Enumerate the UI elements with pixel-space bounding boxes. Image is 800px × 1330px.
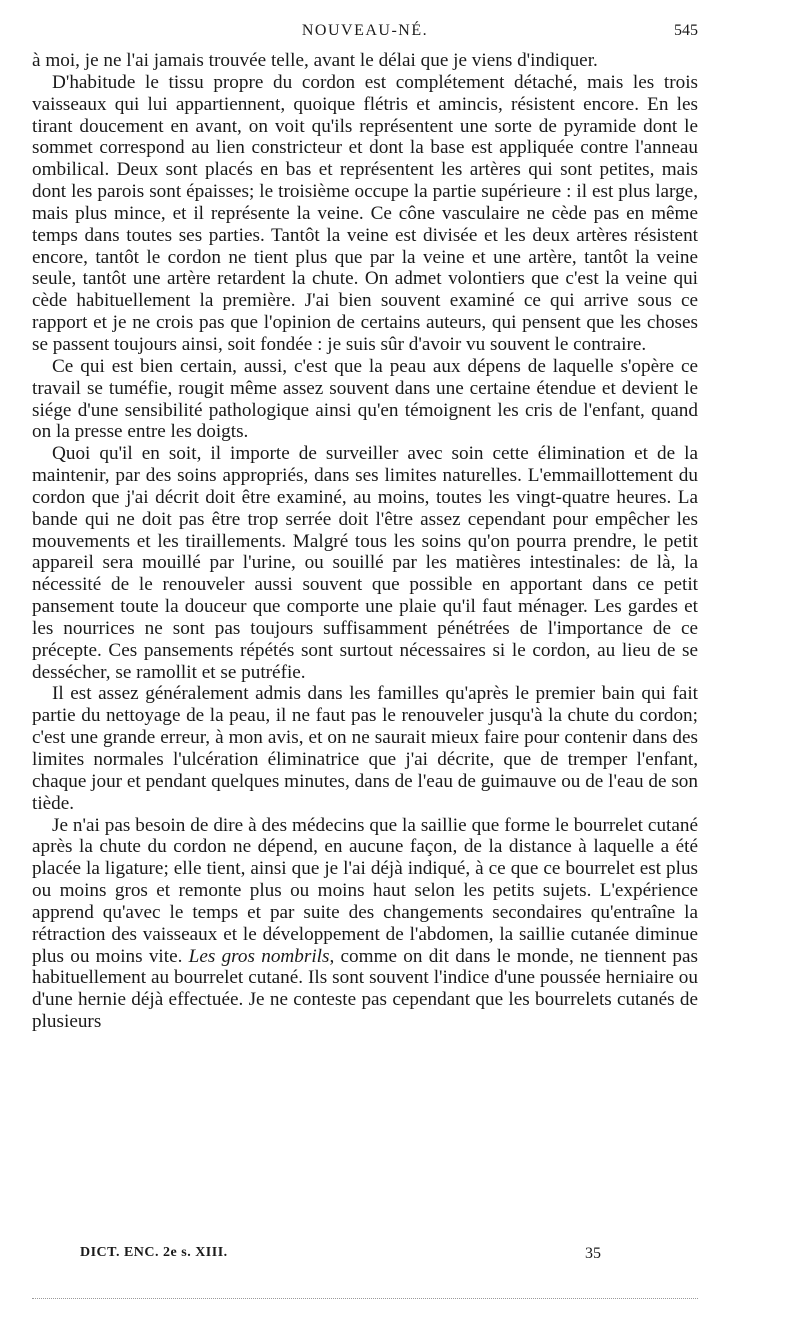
running-header (32, 22, 698, 50)
paragraph-navel-protrusion (32, 815, 698, 1033)
italic-phrase: Les gros nombrils (188, 945, 330, 967)
running-title: NOUVEAU-NÉ. (301, 22, 429, 39)
paragraph-continuation: à moi, je ne l'ai jamais trouvée telle, avant le délai que je viens d'indiquer. (32, 50, 598, 71)
paragraph-dressing-care: Quoi qu'il en soit, il importe de surveiller avec soin cette élimination et de la maintenir, par des soins appropriés, dans ses limites naturelles. L'emmaillottement du cordon que j'ai décrit doit être examiné, au moins, toutes les vingt-quatre heures. La bande qui ne doit pas être trop serrée doit l'être assez cependant pour empêcher les mouvements et les tiraillements. Malgré tous les soins qu'on pourra prendre, le petit appareil sera mouillé par l'urine, ou souillé par les matières intestinales: de là, la nécessité de le renouveler aussi souvent que possible en apportant dans ce petit pansement toute la douceur que comporte une plaie qu'il faut ménager. Les gardes et les nourrices ne sont pas toujours suffisamment pénétrées de l'importance de ce précepte. Ces pansements répétés sont surtout nécessaires si le cordon, au lieu de se dessécher, se ramollit et se putréfie. (32, 443, 698, 683)
paragraph-bath-advice: Il est assez généralement admis dans les familles qu'après le premier bain qui fait partie du nettoyage de la peau, il ne faut pas le renouveler jusqu'à la chute du cordon; c'est une grande erreur, à mon avis, et on ne saurait mieux faire pour contenir dans des limites normales l'ulcération éliminatrice que j'ai décrite, que de tremper l'enfant, chaque jour et pendant quelques minutes, dans de l'eau de guimauve ou de l'eau de son tiède. (32, 683, 698, 814)
paragraph-skin-tumefaction: Ce qui est bien certain, aussi, c'est que la peau aux dépens de laquelle s'opère ce travail se tuméfie, rougit même assez souvent dans une certaine étendue et devient le siége d'une sensibilité pathologique ainsi qu'en témoignent les cris de l'enfant, quand on la presse entre les doigts. (32, 355, 698, 443)
bottom-rule (32, 1298, 698, 1299)
signature-mark: DICT. ENC. 2e s. XIII. (80, 1245, 228, 1260)
page-number: 545 (674, 22, 698, 39)
page (32, 22, 698, 1033)
text-segment: , comme on dit dans le monde, ne tiennent pas habituellement au bourrelet cutané. Ils sont souvent l'indice d'une poussée herniaire ou d'une hernie déjà effectuée. Je ne conteste pas cependant que les bourrelets cutanés de plusieurs (32, 945, 698, 1033)
signature-number: 35 (585, 1245, 601, 1262)
paragraph-cordon-vessels: D'habitude le tissu propre du cordon est complétement détaché, mais les trois vaisseaux qui lui appartiennent, quoique flétris et amincis, résistent encore. En les tirant doucement en avant, on voit qu'ils représentent une sorte de pyramide dont le sommet correspond au lien constricteur et dont la base est appliquée contre l'anneau ombilical. Deux sont placés en bas et représentent les artères qui sont petites, mais dont les parois sont épaisses; le troisième occupe la partie supérieure : il est plus large, mais plus mince, et il représente la veine. Ce cône vasculaire ne cède pas en même temps dans toutes ses parties. Tantôt la veine est divisée et les deux artères résistent encore, tantôt le cordon ne tient plus que par la veine et une artère, tantôt la veine seule, tantôt une artère retardent la chute. On admet volontiers que c'est la veine qui cède habituellement la première. J'ai bien souvent examiné ce qui arrive sous ce rapport et je ne crois pas que l'opinion de certains auteurs, qui pensent que les choses se passent toujours ainsi, soit fondée : je suis sûr d'avoir vu souvent le contraire. (32, 71, 698, 355)
body-text (32, 50, 698, 1033)
text-segment: Je n'ai pas besoin de dire à des médecins que la saillie que forme le bourrelet cutané après la chute du cordon ne dépend, en aucune façon, de la distance à laquelle a été placée la ligature; elle tient, ainsi que je l'ai déjà indiqué, à ce que ce bourrelet est plus ou moins gros et remonte plus ou moins haut selon les petits sujets. L'expérience apprend qu'avec le temps et par suite des changements secondaires qu'entraîne la rétraction des vaisseaux et le développement de l'abdomen, la saillie cutanée diminue plus ou moins vite. (32, 814, 698, 967)
